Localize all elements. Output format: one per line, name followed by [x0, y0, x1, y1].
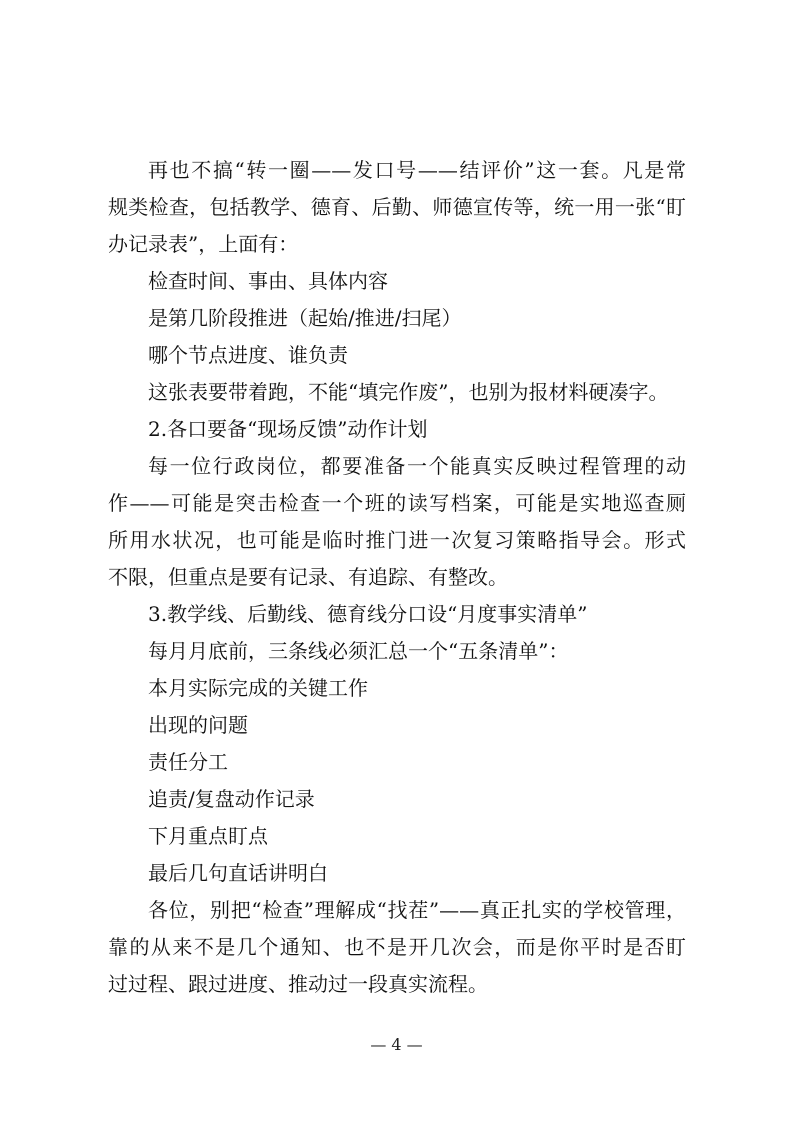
list-item: 哪个节点进度、谁负责 [148, 343, 348, 367]
paragraph-line: 各位，别把“检查”理解成“找茬”——真正扎实的学校管理， [148, 898, 686, 922]
paragraph-line: 再也不搞“转一圈——发口号——结评价”这一套。凡是常 [148, 158, 686, 182]
paragraph-line: 每月月底前，三条线必须汇总一个“五条清单”： [148, 639, 569, 663]
paragraph-line: 每一位行政岗位，都要准备一个能真实反映过程管理的动 [148, 454, 686, 478]
paragraph-line: 所用水状况，也可能是临时推门进一次复习策略指导会。形式 [108, 528, 686, 552]
paragraph-line: 规类检查，包括教学、德育、后勤、师德宣传等，统一用一张“盯 [108, 195, 686, 219]
list-item: 下月重点盯点 [148, 824, 268, 848]
list-item: 是第几阶段推进（起始/推进/扫尾） [148, 306, 462, 330]
paragraph-line: 办记录表”，上面有： [108, 232, 299, 256]
paragraph-line: 不限，但重点是要有记录、有追踪、有整改。 [108, 565, 508, 589]
paragraph-line: 过过程、跟过进度、推动过一段真实流程。 [108, 972, 488, 996]
paragraph-line: 这张表要带着跑，不能“填完作废”，也别为报材料硬凑字。 [148, 380, 669, 404]
paragraph-line: 作——可能是突击检查一个班的读写档案，可能是实地巡查厕 [108, 491, 686, 515]
list-item: 责任分工 [148, 750, 228, 774]
list-item: 追责/复盘动作记录 [148, 787, 315, 811]
list-item: 检查时间、事由、具体内容 [148, 269, 388, 293]
paragraph-line: 靠的从来不是几个通知、也不是开几次会，而是你平时是否盯 [108, 935, 686, 959]
document-body [108, 152, 686, 1003]
section-heading: 2.各口要备“现场反馈”动作计划 [148, 417, 428, 441]
list-item: 本月实际完成的关键工作 [148, 676, 368, 700]
list-item: 出现的问题 [148, 713, 248, 737]
paragraph-line: 最后几句直话讲明白 [148, 861, 328, 885]
page-number: — 4 — [370, 1035, 423, 1054]
section-heading: 3.教学线、后勤线、德育线分口设“月度事实清单” [148, 602, 588, 626]
